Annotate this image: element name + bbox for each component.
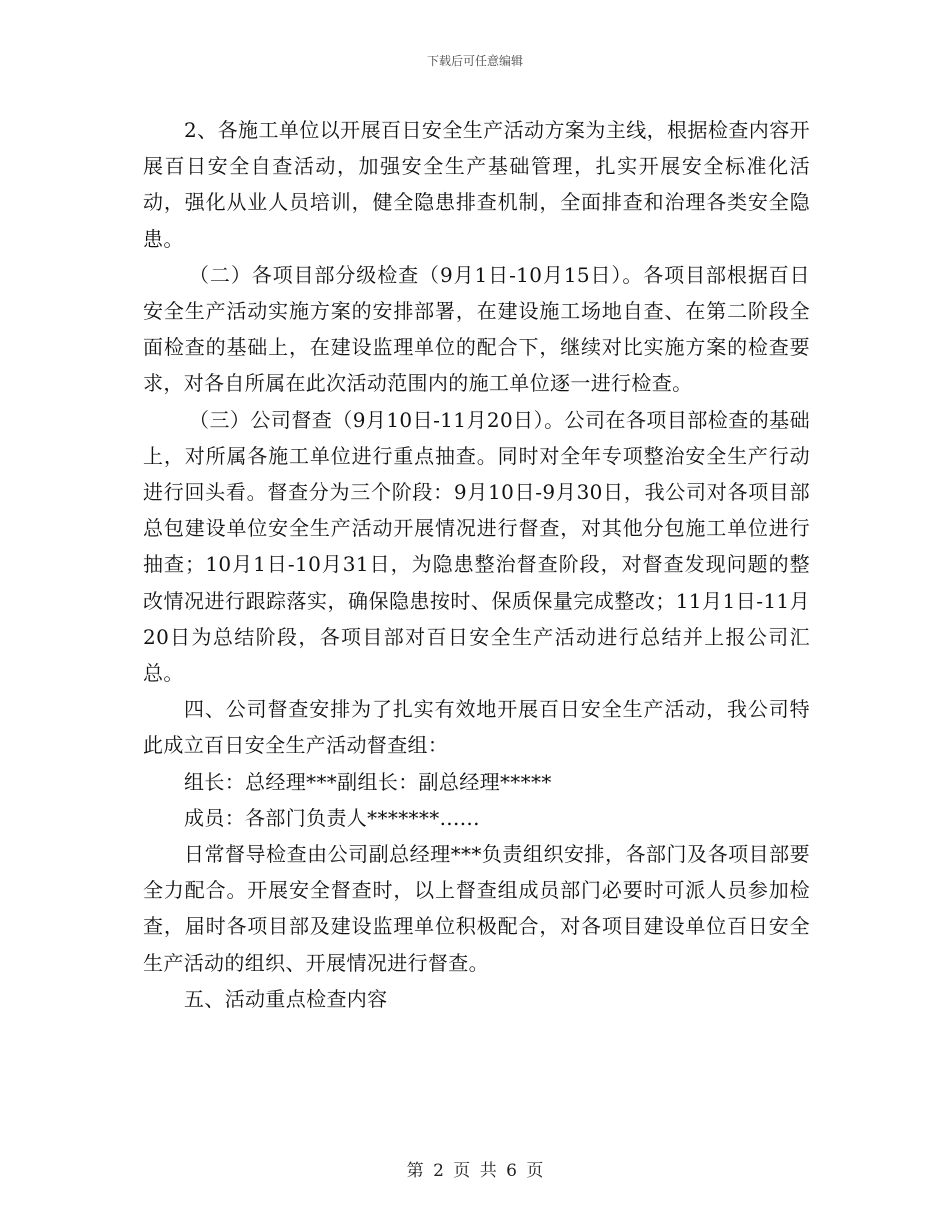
document-body: [143, 112, 810, 1017]
paragraph-project-inspection: （二）各项目部分级检查（9月1日-10月15日）。各项目部根据百日安全生产活动实施方案的安排部署，在建设施工场地自查、在第二阶段全面检查的基础上，在建设监理单位的配合下，继续对比实施方案的检查要求，对各自所属在此次活动范围内的施工单位逐一进行检查。: [143, 262, 810, 396]
page-header: 下载后可任意编辑: [426, 54, 523, 68]
paragraph-team-leaders: 组长：总经理***副组长：副总经理*****: [184, 769, 552, 794]
paragraph-supervision-arrangement: 四、公司督查安排为了扎实有效地开展百日安全生产活动，我公司特此成立百日安全生产活动督查组：: [143, 697, 810, 758]
paragraph-section-five-heading: 五、活动重点检查内容: [184, 986, 388, 1011]
paragraph-item-2-measures: 2、各施工单位以开展百日安全生产活动方案为主线，根据检查内容开展百日安全自查活动，加强安全生产基础管理，扎实开展安全标准化活动，强化从业人员培训，健全隐患排查机制，全面排查和治理各类安全隐患。: [143, 118, 810, 251]
paragraph-daily-supervision: 日常督导检查由公司副总经理***负责组织安排，各部门及各项目部要全力配合。开展安全督查时，以上督查组成员部门必要时可派人员参加检查，届时各项目部及建设监理单位积极配合，对各项目建设单位百日安全生产活动的组织、开展情况进行督查。: [143, 842, 810, 975]
paragraph-company-supervision: （三）公司督查（9月10日-11月20日）。公司在各项目部检查的基础上，对所属各施工单位进行重点抽查。同时对全年专项整治安全生产行动进行回头看。督查分为三个阶段：9月10日-9月30日，我公司对各项目部总包建设单位安全生产活动开展情况进行督查，对其他分包施工单位进行抽查；10月1日-10月31日，为隐患整治督查阶段，对督查发现问题的整改情况进行跟踪落实，确保隐患按时、保质保量完成整改；11月1日-11月20日为总结阶段，各项目部对百日安全生产活动进行总结并上报公司汇总。: [143, 407, 810, 686]
page-number: 第 2 页 共 6 页: [406, 1161, 544, 1181]
paragraph-team-members: 成员：各部门负责人*******......: [184, 805, 480, 830]
